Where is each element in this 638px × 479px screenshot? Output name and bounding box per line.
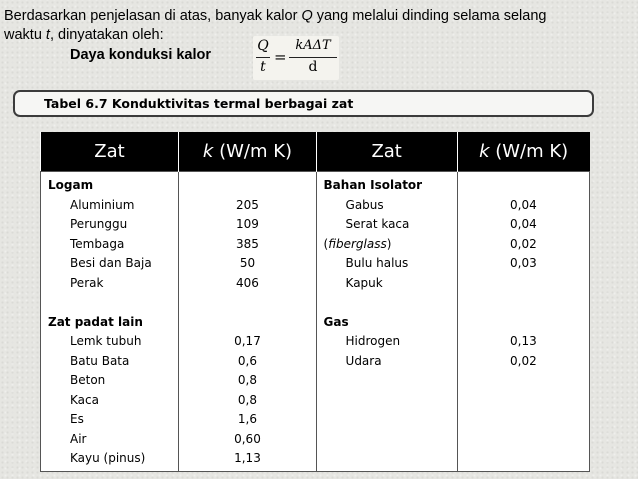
paren: ( (323, 236, 329, 251)
k-value: 0,8 (237, 373, 258, 387)
material-name: Kapuk (345, 275, 383, 290)
k-value: 406 (236, 275, 259, 290)
header-unit: (W/m K) (213, 141, 293, 162)
header-zat-1 (41, 132, 179, 172)
paren: ) (386, 236, 392, 251)
symbol-t: t (45, 27, 50, 43)
header-k-2 (457, 132, 589, 172)
group-label: Bahan Isolator (323, 178, 423, 192)
k-value: 385 (236, 236, 259, 251)
material-name: Serat kaca (345, 217, 410, 231)
spacer (458, 274, 589, 294)
k-value: 0,04 (510, 217, 537, 231)
material-name: Hidrogen (345, 334, 401, 348)
material-name: Besi dan Baja (70, 256, 152, 270)
header-k-symbol: k (479, 141, 490, 162)
spacer (179, 293, 315, 313)
table-body-row (41, 172, 590, 472)
material-name: Bulu halus (345, 256, 409, 270)
k-value: 50 (239, 256, 256, 270)
k-value: 0,13 (510, 334, 537, 348)
header-unit: (W/m K) (489, 141, 569, 162)
group-label: Gas (323, 314, 349, 329)
group-label: Zat padat lain (48, 314, 143, 329)
group-label: Logam (48, 178, 94, 192)
header-label: Zat (94, 141, 125, 162)
fraction-bar (256, 57, 270, 58)
header-label: Zat (371, 141, 402, 162)
k-value: 0,60 (234, 431, 261, 446)
formula-lhs-denominator: t (260, 59, 266, 75)
k-value: 0,03 (510, 256, 537, 270)
material-name: Batu Bata (70, 353, 130, 368)
header-k-1 (179, 132, 316, 172)
spacer (41, 293, 178, 313)
left-material-cell (41, 172, 179, 472)
k-value: 0,6 (237, 353, 258, 368)
material-name: Tembaga (70, 236, 125, 251)
intro-text: waktu (4, 27, 46, 43)
formula-image (253, 36, 339, 80)
material-name: Perak (70, 275, 104, 290)
right-material-cell (316, 172, 457, 472)
k-value: 0,02 (510, 353, 537, 368)
k-value: 1,6 (237, 412, 258, 426)
k-value: 1,13 (234, 451, 261, 465)
material-name: Lemk tubuh (70, 334, 142, 348)
table-header-row (41, 132, 590, 172)
symbol-q: Q (301, 8, 313, 24)
material-name: Perunggu (70, 217, 128, 231)
material-name: Beton (70, 373, 106, 387)
material-note (317, 235, 457, 255)
table-caption-box (13, 90, 594, 117)
spacer (458, 176, 589, 196)
k-value: 205 (236, 197, 259, 212)
header-k-symbol: k (202, 141, 214, 162)
k-value: 109 (236, 217, 259, 231)
header-zat-2 (316, 132, 457, 172)
intro-text: yang melalui dinding selama selang (312, 8, 547, 24)
conductivity-table (40, 132, 590, 472)
k-value: 0,02 (510, 236, 537, 251)
spacer (317, 293, 457, 313)
fraction-bar (289, 57, 337, 58)
formula-equals: = (274, 48, 287, 66)
table-caption: Tabel 6.7 Konduktivitas termal berbagai zat (44, 96, 354, 111)
formula-lhs-numerator: Q (257, 38, 269, 54)
spacer (179, 176, 315, 196)
formula-rhs-numerator: kAΔT (295, 38, 331, 53)
material-name: Es (70, 412, 84, 426)
spacer (458, 293, 589, 313)
spacer (458, 313, 589, 333)
spacer (179, 313, 315, 333)
intro-text: Berdasarkan penjelasan di atas, banyak kalor (4, 8, 302, 24)
k-value: 0,8 (237, 392, 258, 407)
left-value-cell (179, 172, 316, 472)
material-name: Kayu (pinus) (70, 451, 146, 465)
material-name: Air (70, 431, 87, 446)
formula-rhs-denominator: d (308, 59, 318, 75)
material-name: Kaca (70, 392, 99, 407)
material-name: Gabus (345, 197, 384, 212)
k-value: 0,04 (510, 197, 537, 212)
material-name: Aluminium (70, 197, 135, 212)
material-name-italic: fiberglass (328, 236, 387, 251)
subtitle: Daya konduksi kalor (70, 47, 212, 63)
material-name: Udara (345, 353, 382, 368)
right-value-cell (457, 172, 589, 472)
intro-text: , dinyatakan oleh: (49, 27, 164, 43)
k-value: 0,17 (234, 334, 261, 348)
